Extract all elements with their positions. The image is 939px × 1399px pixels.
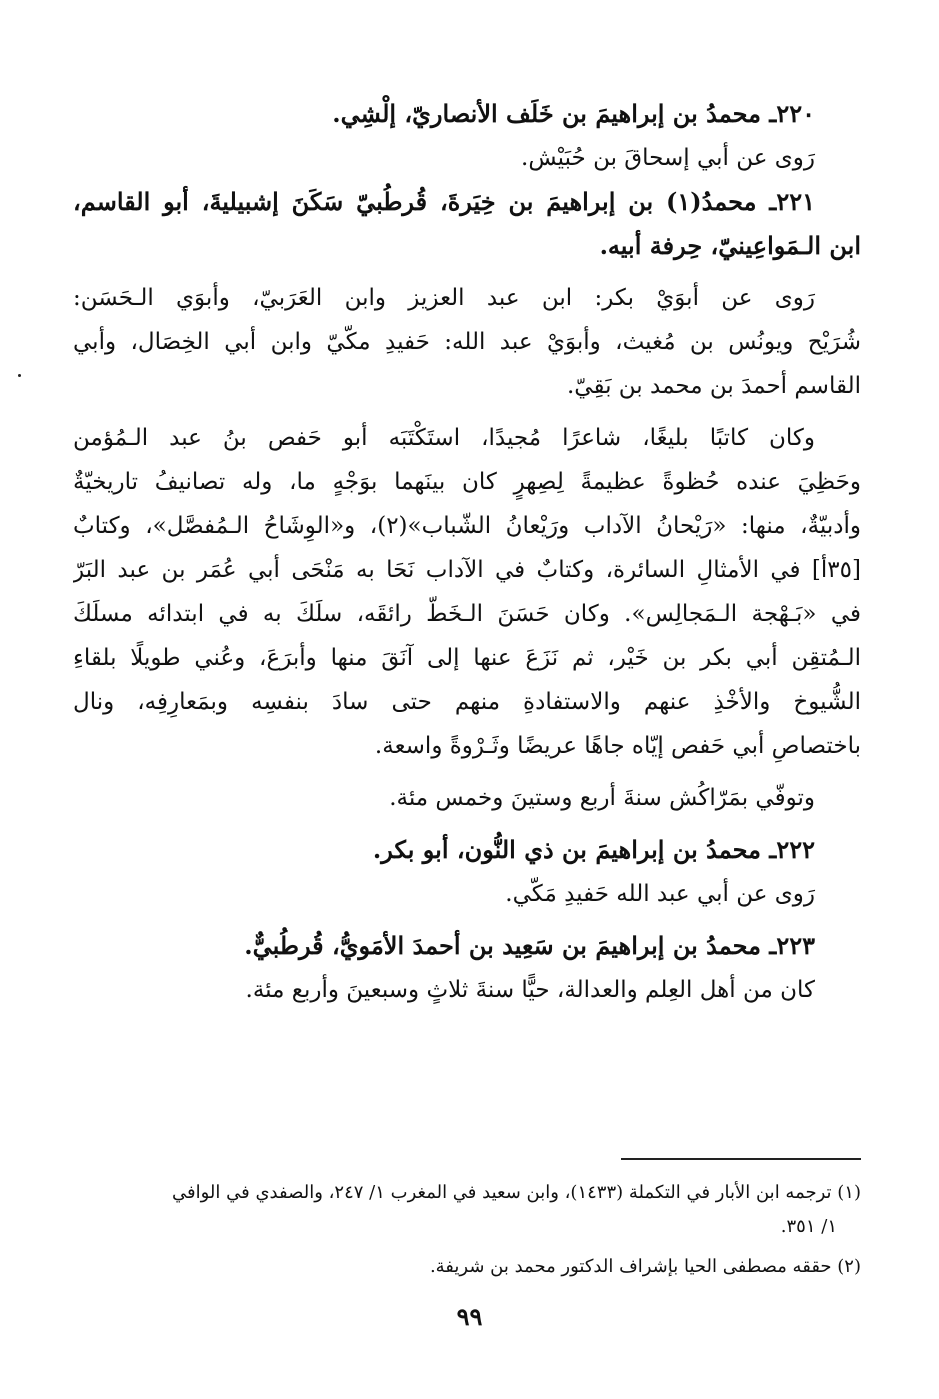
footnote-line: (١) ترجمه ابن الأبار في التكملة (١٤٣٣)، وابن سعيد في المغرب ١/ ٢٤٧، والصفدي في الوافي: [172, 1182, 861, 1203]
entry-text-line: وأدبيّةٌ، منها: «رَيْحانُ الآداب ورَيْعانُ الشّباب»(٢)، و«الوِشَاحُ الـمُفصَّل»، وكتابٌ: [73, 513, 861, 539]
entry-text-line: الـمُتقِن أبي بكر بن خَيْر، ثم نَزَعَ عنها إلى آنَقَ منها وأبرَعَ، وعُني طويلًا بلقاءِ: [73, 645, 861, 671]
entry-heading: ابن الـمَواعِينيّ، حِرفة أبيه.: [599, 231, 861, 260]
stray-mark: [18, 374, 21, 377]
entry-heading: ٢٢٣ـ محمدُ بن إبراهيمَ بن سَعِيد بن أحمدَ الأمَويُّ، قُرطُبيٌّ.: [244, 931, 815, 960]
footnote-line: ١/ ٣٥١.: [780, 1216, 837, 1237]
entry-heading: ٢٢٠ـ محمدُ بن إبراهيمَ بن خَلَف الأنصاريّ، إلْشِي.: [332, 99, 815, 128]
footnote-2: [73, 1250, 861, 1284]
entry-text-line: رَوى عن أبي عبد الله حَفيدِ مَكّي.: [505, 881, 815, 907]
entry-text-line: القاسم أحمدَ بن محمد بن بَقِيّ.: [566, 373, 861, 399]
page-number: ٩٩: [456, 1302, 483, 1331]
entry-text-line: شُرَيْح ويونُس بن مُغيث، وأبوَيْ عبد الله: حَفيدِ مكّيّ وابن أبي الخِصَال، وأبي: [73, 329, 861, 355]
entry-text-line: وكان كاتبًا بليغًا، شاعرًا مُجيدًا، استَكْتَبَه أبو حَفص بنُ عبد الـمُؤمن: [73, 425, 815, 451]
entry-text-line: رَوى عن أبي إسحاقَ بن حُبَيْش.: [521, 145, 815, 171]
entry-220: [73, 92, 861, 180]
footnotes: [73, 1176, 861, 1284]
footnote-divider: [621, 1158, 861, 1160]
entry-text-line: وحَظِيَ عنده حُظوةً عظيمةً لِصِهرٍ كان بينَهما بوَجْهٍ ما، وله تصانيفُ تاريخيّةٌ: [73, 469, 861, 495]
footnote-line: (٢) حققه مصطفى الحيا بإشراف الدكتور محمد بن شريفة.: [429, 1256, 861, 1277]
entry-text-line: [٣٥أ] في الأمثالِ السائرة، وكتابٌ في الآداب نَحَا به مَنْحَى أبي عُمَر بن عبد البَرّ: [73, 557, 861, 583]
entry-223: [73, 924, 861, 1012]
entry-text-line: كان من أهل العِلم والعدالة، حيًّا سنةَ ثلاثٍ وسبعينَ وأربع مئة.: [245, 977, 815, 1003]
entry-text-line: وتوفّي بمَرّاكُش سنةَ أربع وستينَ وخمس مئة.: [389, 785, 815, 811]
page-body: [73, 92, 861, 1012]
paragraph: [73, 776, 861, 820]
entry-text-line: باختصاصِ أبي حَفص إيّاه جاهًا عريضًا وثَـرْوةً واسعة.: [374, 733, 861, 759]
paragraph: [73, 416, 861, 768]
entry-text-line: الشُّيوخ والأخْذِ عنهم والاستفادةِ منهم حتى سادَ بنفسِه وبمَعارِفِه، ونال: [73, 689, 861, 715]
entry-221: [73, 180, 861, 820]
footnote-1: [73, 1176, 861, 1244]
entry-text-line: رَوى عن أبوَيْ بكر: ابن عبد العزيز وابن العَرَبيّ، وأبوَي الـحَسَن:: [73, 285, 815, 311]
entry-heading: ٢٢١ـ محمدُ(١) بن إبراهيمَ بن خِيَرةَ، قُرطُبيّ سَكَنَ إشبيليةَ، أبو القاسم،: [73, 187, 816, 216]
entry-222: [73, 828, 861, 916]
entry-heading: ٢٢٢ـ محمدُ بن إبراهيمَ بن ذي النُّون، أبو بكر.: [372, 835, 815, 864]
paragraph: [73, 276, 861, 408]
entry-text-line: في «بَـهْجة الـمَجالِس». وكان حَسَنَ الـخَطّ رائقَه، سلَكَ به في ابتدائه مسلَكَ: [73, 601, 861, 627]
